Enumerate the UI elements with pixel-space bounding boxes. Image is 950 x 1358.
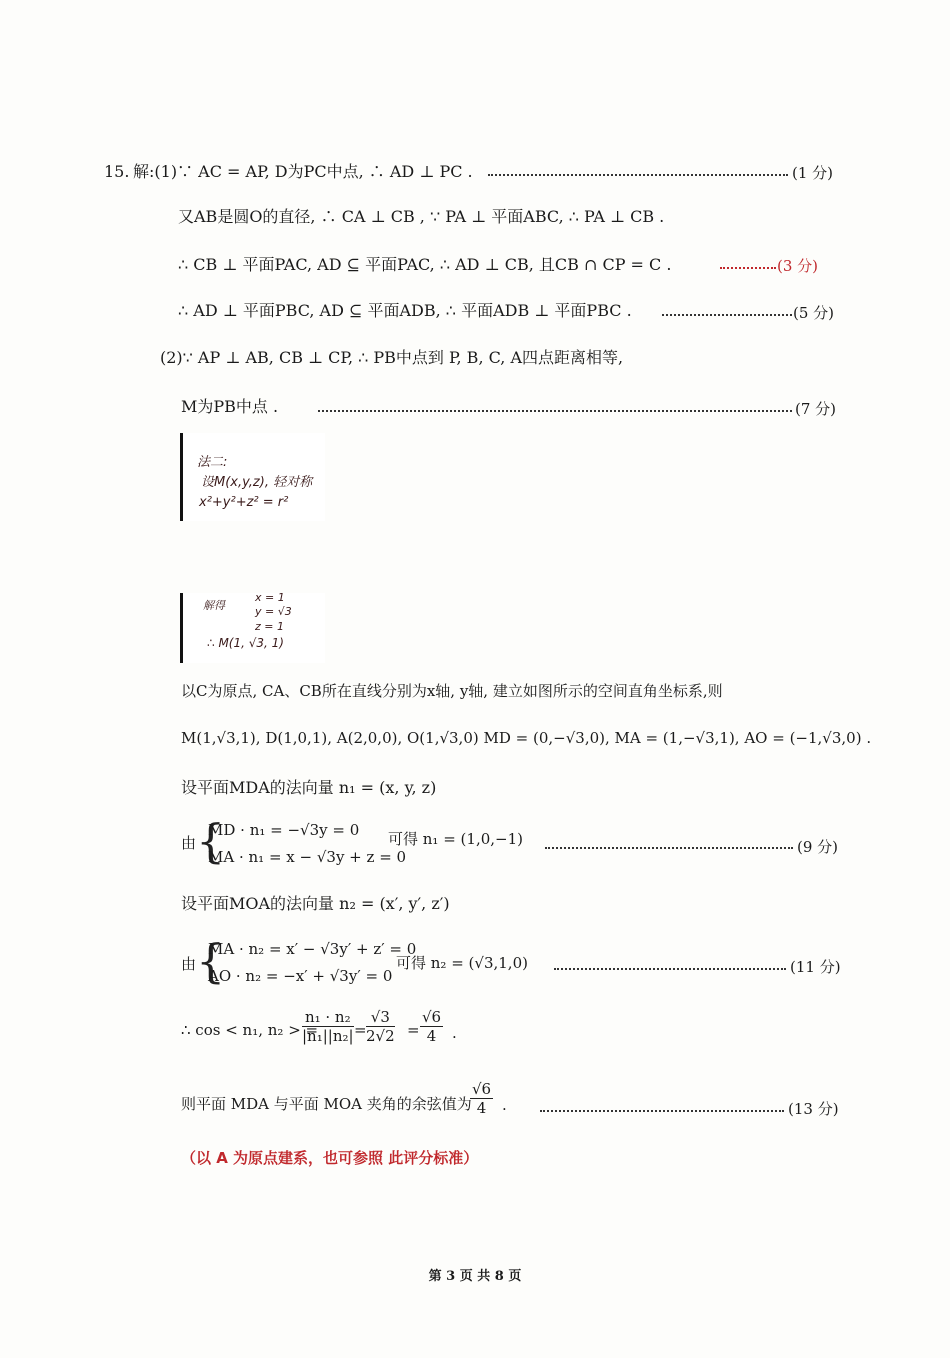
grading-note: （以 A 为原点建系，也可参照 此评分标准） xyxy=(181,1149,479,1167)
part2-line3: 以C为原点, CA、CB所在直线分别为x轴, y轴, 建立如图所示的空间直角坐标系,则 xyxy=(181,682,723,700)
system1-eq1: MD · n₁ = −√3y = 0 xyxy=(208,821,360,839)
system1-prefix: 由 xyxy=(181,834,197,852)
score-7: (7 分) xyxy=(795,400,837,418)
part2-line5: 设平面MDA的法向量 n₁ = (x, y, z) xyxy=(181,778,437,797)
hw-line: z = 1 xyxy=(255,620,284,633)
problem-number: 15. xyxy=(104,162,130,181)
system1-brace: { xyxy=(196,814,226,868)
part2-line4: M(1,√3,1), D(1,0,1), A(2,0,0), O(1,√3,0) MD = (0,−√3,0), MA = (1,−√3,1), AO = (−1,√3,0) . xyxy=(181,729,872,747)
cos-end: . xyxy=(452,1024,457,1042)
part1-line3: ∴ CB ⊥ 平面PAC, AD ⊆ 平面PAC, ∴ AD ⊥ CB, 且CB ∩ CP = C . xyxy=(178,255,672,274)
leader-dots xyxy=(545,845,793,849)
cos-prefix: ∴ cos < n₁, n₂ > = xyxy=(181,1021,319,1039)
fraction-denominator: 2√2 xyxy=(366,1027,395,1045)
final-end: . xyxy=(502,1096,507,1114)
score-9: (9 分) xyxy=(797,838,839,856)
score-1: (1 分) xyxy=(792,164,834,182)
score-11: (11 分) xyxy=(790,958,841,976)
score-5: (5 分) xyxy=(793,304,835,322)
system2-result: 可得 n₂ = (√3,1,0) xyxy=(396,954,528,972)
system2-prefix: 由 xyxy=(181,955,197,973)
system1-eq2: MA · n₁ = x − √3y + z = 0 xyxy=(208,848,407,866)
handwritten-note-top xyxy=(180,433,325,521)
page-footer: 第 3 页 共 8 页 xyxy=(428,1269,522,1284)
score-3: (3 分) xyxy=(777,257,819,275)
leader-dots xyxy=(318,408,792,412)
system2-eq2: AO · n₂ = −x′ + √3y′ = 0 xyxy=(208,967,393,985)
system2-brace: { xyxy=(196,934,226,988)
cos-equals: = xyxy=(407,1021,420,1039)
final-fraction xyxy=(470,1080,493,1117)
part2-line2: M为PB中点 . xyxy=(181,397,279,416)
fraction-numerator: n₁ · n₂ xyxy=(302,1008,354,1027)
system1-result: 可得 n₁ = (1,0,−1) xyxy=(388,830,523,848)
fraction-numerator: √6 xyxy=(422,1008,442,1026)
cos-equals: = xyxy=(354,1021,367,1039)
part2-line6: 设平面MOA的法向量 n₂ = (x′, y′, z′) xyxy=(181,894,450,913)
cos-fraction-3 xyxy=(420,1008,443,1045)
system2-eq1: MA · n₂ = x′ − √3y′ + z′ = 0 xyxy=(208,940,417,958)
fraction-numerator: √3 xyxy=(366,1008,395,1027)
hw-line: x²+y²+z² = r² xyxy=(199,495,289,510)
fraction-denominator: |n₁||n₂| xyxy=(302,1027,354,1045)
cos-fraction-1 xyxy=(302,1008,354,1045)
hw-line: ∴ M(1, √3, 1) xyxy=(207,636,284,650)
hw-line: y = √3 xyxy=(255,605,292,618)
part1-line4: ∴ AD ⊥ 平面PBC, AD ⊆ 平面ADB, ∴ 平面ADB ⊥ 平面PBC . xyxy=(178,301,632,320)
hw-line: 解得 xyxy=(203,599,225,612)
fraction-numerator: √6 xyxy=(472,1080,492,1098)
fraction-denominator: 4 xyxy=(426,1027,437,1045)
leader-dots xyxy=(540,1108,784,1112)
cos-fraction-2 xyxy=(366,1008,395,1045)
hw-line: 法二: xyxy=(197,455,228,470)
leader-dots xyxy=(662,312,792,316)
leader-dots xyxy=(488,172,788,176)
part1-line2: 又AB是圆O的直径, ∴ CA ⊥ CB , ∵ PA ⊥ 平面ABC, ∴ PA ⊥ CB . xyxy=(178,207,665,226)
part1-line1: 解:(1)∵ AC = AP, D为PC中点, ∴ AD ⊥ PC . xyxy=(133,162,473,181)
part2-line1: (2)∵ AP ⊥ AB, CB ⊥ CP, ∴ PB中点到 P, B, C, A四点距离相等, xyxy=(160,348,624,367)
fraction-denominator: 4 xyxy=(476,1099,487,1117)
leader-dots xyxy=(720,265,776,269)
final-line: 则平面 MDA 与平面 MOA 夹角的余弦值为 xyxy=(181,1095,472,1113)
hw-line: 设M(x,y,z), 轻对称 xyxy=(201,475,313,490)
score-13: (13 分) xyxy=(788,1100,839,1118)
hw-line: x = 1 xyxy=(255,593,285,604)
handwritten-note-bottom xyxy=(180,593,325,663)
leader-dots xyxy=(554,966,786,970)
